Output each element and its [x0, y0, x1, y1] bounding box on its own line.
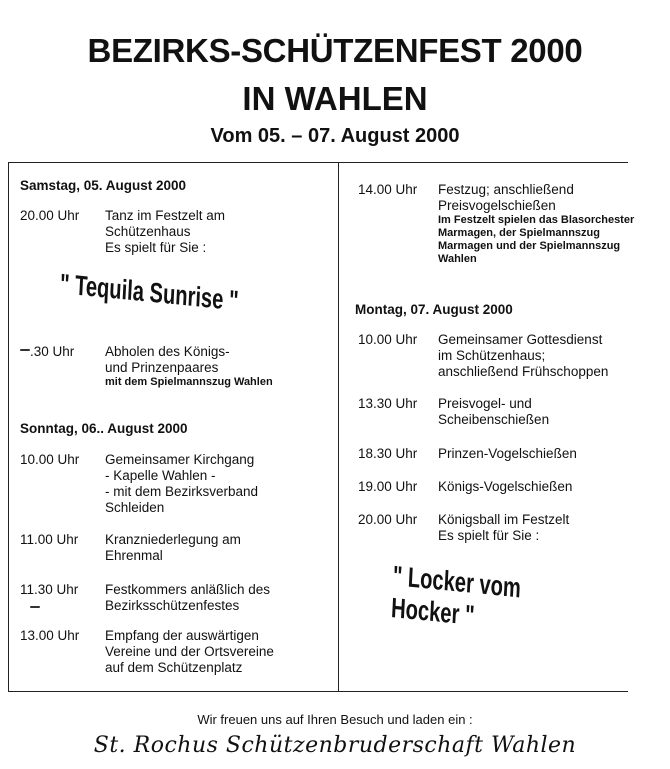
sat-event1-time: 20.00 Uhr — [20, 208, 80, 223]
parade-desc — [438, 182, 634, 266]
sun-event2-time: 11.00 Uhr — [20, 532, 79, 547]
title-line-1: BEZIRKS-SCHÜTZENFEST 2000 — [87, 32, 583, 69]
parade-note3: Marmagen und der Spielmannszug — [438, 240, 621, 252]
sun-event2-line2: Ehrenmal — [105, 548, 163, 563]
parade-note4: Wahlen — [438, 253, 477, 265]
sat-event2-desc — [105, 344, 273, 389]
sat-event1-line3: Es spielt für Sie : — [105, 240, 207, 255]
sun-event3-line2: Bezirksschützenfestes — [105, 598, 240, 613]
parade-line2: Preisvogelschießen — [438, 198, 556, 213]
mon-event1-line3: anschließend Frühschoppen — [438, 364, 609, 379]
mon-event3-line1: Prinzen-Vogelschießen — [438, 446, 577, 461]
mon-event1-desc — [438, 332, 608, 380]
sun-event2-desc — [105, 532, 241, 564]
saturday-heading: Samstag, 05. August 2000 — [20, 178, 187, 193]
sun-event1-line1: Gemeinsamer Kirchgang — [105, 452, 255, 467]
sun-event4-desc — [105, 628, 274, 676]
mon-event4-desc — [438, 479, 572, 495]
sun-event1-time: 10.00 Uhr — [20, 452, 80, 467]
mon-event2-time: 13.30 Uhr — [358, 396, 418, 411]
mon-event3-desc — [438, 446, 577, 462]
mon-event2-desc — [438, 396, 549, 428]
mon-event4-line1: Königs-Vogelschießen — [438, 479, 573, 494]
sat-event2-time: .30 Uhr — [30, 344, 75, 359]
sun-event1-desc — [105, 452, 258, 516]
mon-event4-time: 19.00 Uhr — [358, 479, 418, 494]
title-line-2: IN WAHLEN — [242, 80, 428, 117]
sun-event4-line2: Vereine und der Ortsvereine — [105, 644, 274, 659]
mon-event1-line2: im Schützenhaus; — [438, 348, 546, 363]
sun-event3-desc — [105, 582, 270, 614]
sat-event1-line2: Schützenhaus — [105, 224, 191, 239]
sun-event3-line1: Festkommers anläßlich des — [105, 582, 271, 597]
scan-smudge — [20, 349, 30, 351]
footer-invitation: Wir freuen uns auf Ihren Besuch und laden ein : — [197, 712, 473, 727]
band-locker-vom-hocker: " Locker vom Hocker " — [390, 560, 522, 632]
mon-event3-time: 18.30 Uhr — [358, 446, 418, 461]
monday-heading: Montag, 07. August 2000 — [355, 302, 513, 317]
sun-event4-line1: Empfang der auswärtigen — [105, 628, 259, 643]
sat-event2-line2: und Prinzenpaares — [105, 360, 219, 375]
frame-bottom-line — [8, 691, 628, 692]
band-tequila-sunrise: " Tequila Sunrise " — [59, 268, 240, 317]
mon-event5-line1: Königsball im Festzelt — [438, 512, 570, 527]
sun-event2-line1: Kranzniederlegung am — [105, 532, 241, 547]
parade-line1: Festzug; anschließend — [438, 182, 574, 197]
sun-event3-time: 11.30 Uhr — [20, 582, 79, 597]
mon-event5-line2: Es spielt für Sie : — [438, 528, 540, 543]
sun-event4-time: 13.00 Uhr — [20, 628, 80, 643]
sun-event1-line2: - Kapelle Wahlen - — [105, 468, 216, 483]
sun-event1-line4: Schleiden — [105, 500, 165, 515]
mon-event5-time: 20.00 Uhr — [358, 512, 418, 527]
sunday-heading: Sonntag, 06.. August 2000 — [20, 421, 188, 436]
footer-signature: St. Rochus Schützenbruderschaft Wahlen — [93, 733, 577, 758]
frame-divider-line — [338, 162, 339, 691]
sun-event4-line3: auf dem Schützenplatz — [105, 660, 243, 675]
mon-event2-line1: Preisvogel- und — [438, 396, 532, 411]
mon-event1-time: 10.00 Uhr — [358, 332, 418, 347]
mon-event2-line2: Scheibenschießen — [438, 412, 550, 427]
sat-event1-line1: Tanz im Festzelt am — [105, 208, 226, 223]
parade-note2: Marmagen, der Spielmannszug — [438, 227, 600, 239]
frame-left-line — [8, 162, 9, 691]
festival-dates: Vom 05. – 07. August 2000 — [210, 125, 460, 147]
mon-event5-desc — [438, 512, 569, 544]
scan-smudge — [30, 606, 40, 608]
parade-note1: Im Festzelt spielen das Blasorchester — [438, 214, 635, 226]
parade-time: 14.00 Uhr — [358, 182, 418, 197]
mon-event1-line1: Gemeinsamer Gottesdienst — [438, 332, 603, 347]
frame-top-line — [8, 162, 628, 163]
sun-event1-line3: - mit dem Bezirksverband — [105, 484, 259, 499]
sat-event1-desc — [105, 208, 225, 256]
sat-event2-line1: Abholen des Königs- — [105, 344, 230, 359]
sat-event2-line3: mit dem Spielmannszug Wahlen — [105, 376, 273, 388]
